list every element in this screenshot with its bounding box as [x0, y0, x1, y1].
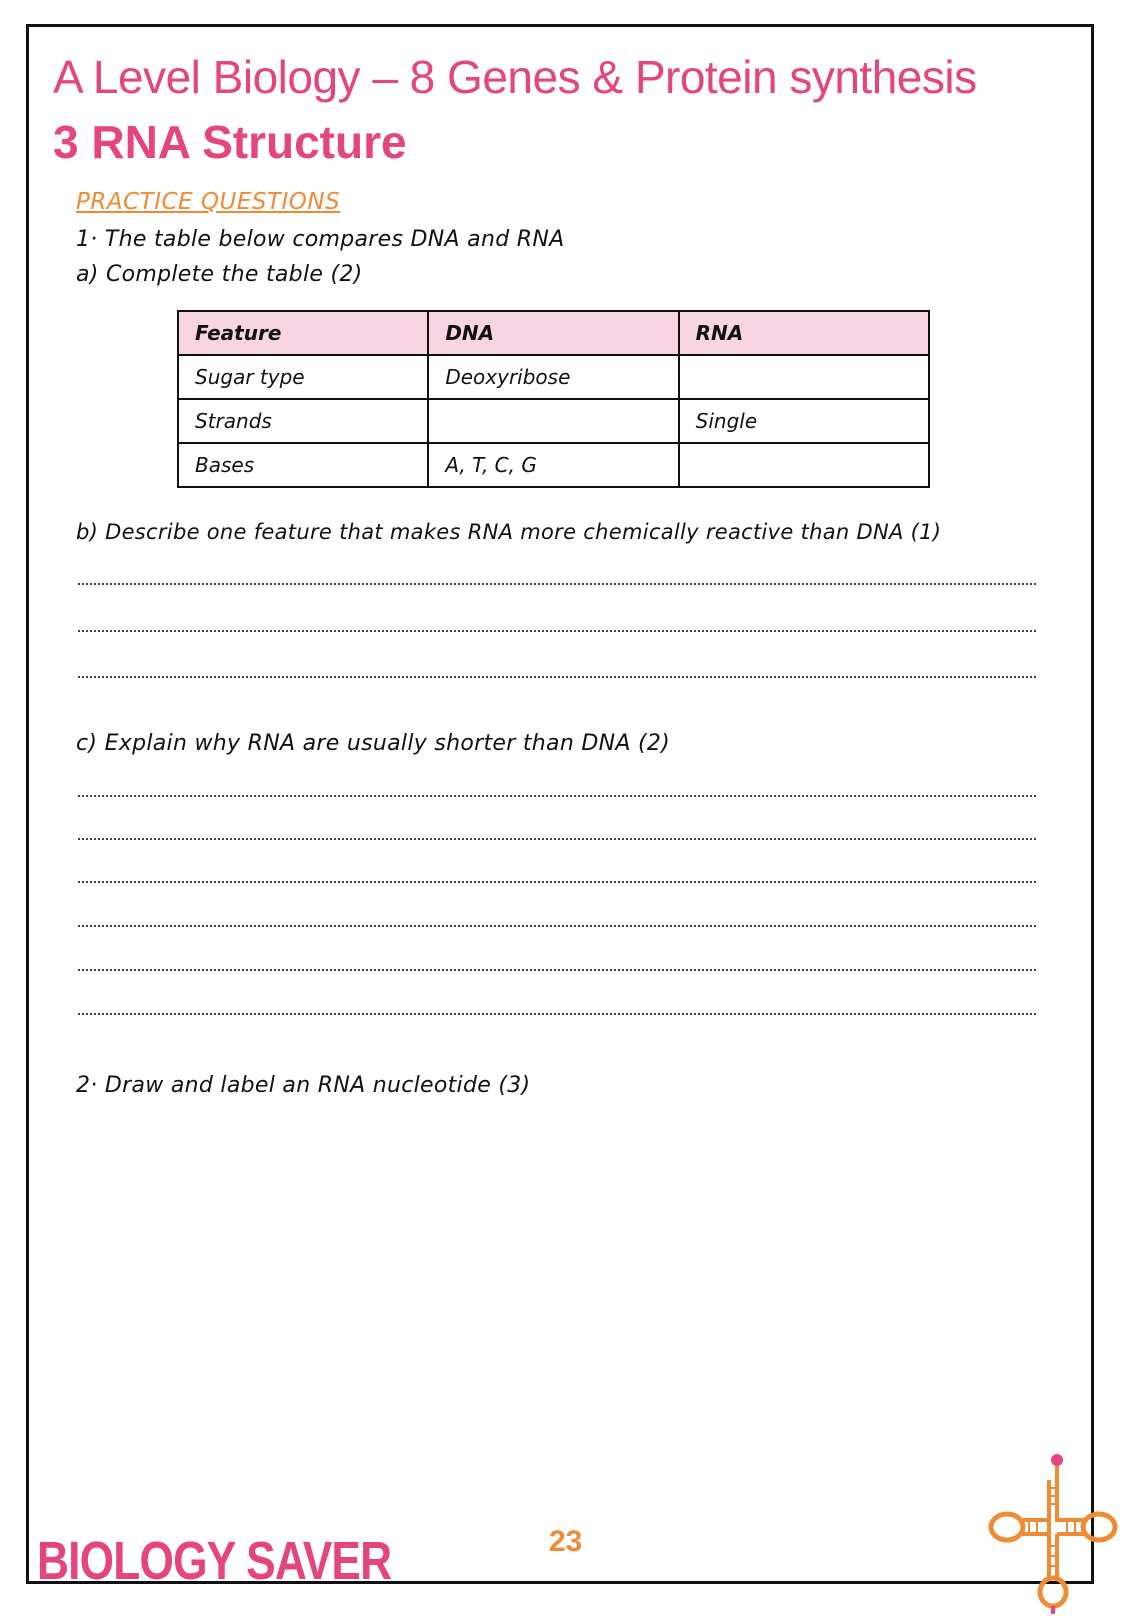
- table-header-cell: DNA: [428, 311, 678, 355]
- question-1b: b) Describe one feature that makes RNA more chemically reactive than DNA (1): [76, 520, 942, 544]
- table-cell: Strands: [178, 399, 428, 443]
- table-header-row: [178, 311, 929, 355]
- page-subtitle: 3 RNA Structure: [53, 116, 407, 168]
- answer-line[interactable]: [78, 925, 1036, 927]
- table-cell-blank[interactable]: [679, 355, 929, 399]
- table-row: [178, 355, 929, 399]
- answer-line[interactable]: [78, 1013, 1036, 1015]
- table-cell-blank[interactable]: [679, 443, 929, 487]
- answer-line[interactable]: [78, 881, 1036, 883]
- table-header-cell: RNA: [679, 311, 929, 355]
- page-title: A Level Biology – 8 Genes & Protein synthesis: [53, 51, 977, 103]
- table-cell: A, T, C, G: [428, 443, 678, 487]
- page-number: 23: [549, 1525, 583, 1558]
- question-2: 2· Draw and label an RNA nucleotide (3): [76, 1073, 531, 1098]
- table-cell: Sugar type: [178, 355, 428, 399]
- question-1a: a) Complete the table (2): [76, 262, 363, 287]
- trna-icon: [985, 1450, 1121, 1616]
- section-label: PRACTICE QUESTIONS: [76, 189, 341, 215]
- answer-line[interactable]: [78, 583, 1036, 585]
- answer-line[interactable]: [78, 676, 1036, 678]
- comparison-table: [177, 310, 930, 488]
- answer-line[interactable]: [78, 969, 1036, 971]
- question-1c: c) Explain why RNA are usually shorter than DNA (2): [76, 731, 671, 756]
- brand-logo: BIOLOGY SAVER: [37, 1531, 392, 1591]
- table-cell: Deoxyribose: [428, 355, 678, 399]
- question-1-intro: 1· The table below compares DNA and RNA: [76, 227, 565, 252]
- table-header-cell: Feature: [178, 311, 428, 355]
- table-cell: Bases: [178, 443, 428, 487]
- table-row: [178, 399, 929, 443]
- answer-line[interactable]: [78, 630, 1036, 632]
- table-row: [178, 443, 929, 487]
- page-frame: [26, 24, 1094, 1584]
- table-cell: Single: [679, 399, 929, 443]
- answer-line[interactable]: [78, 795, 1036, 797]
- answer-line[interactable]: [78, 838, 1036, 840]
- table-cell-blank[interactable]: [428, 399, 678, 443]
